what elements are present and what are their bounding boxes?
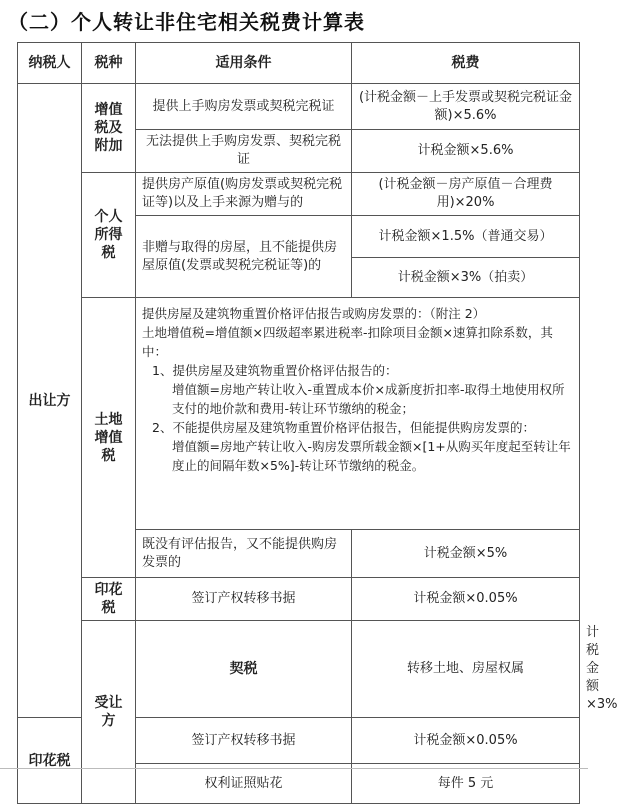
vat-condition-2: 无法提供上手购房发票、契税完税证 <box>136 130 352 173</box>
seller-stamp-name: 印花税 <box>82 578 136 621</box>
income-condition-1: 提供房产原值(购房发票或契税完税证等)以及上手来源为赠与的 <box>136 173 352 216</box>
land-note-line: 增值额=房地产转让收入-购房发票所载金额×[1+从购买年度起至转让年度止的间隔年数×5%]-转让环节缴纳的税金。 <box>172 439 571 473</box>
table-row <box>18 84 580 130</box>
land-note-line: 增值额=房地产转让收入-重置成本价×成新度折扣率-取得土地使用权所支付的地价款和费用-转让环节缴纳的税金； <box>172 382 565 416</box>
buyer-stamp-name: 印花税 <box>18 718 82 804</box>
land-note-line: 土地增值税=增值额×四级超率累进税率-扣除项目金额×速算扣除系数，其中： <box>142 325 553 359</box>
buyer-stamp-fee-1: 计税金额×0.05% <box>352 718 580 764</box>
income-condition-2: 非赠与取得的房屋，且不能提供房屋原值(发票或契税完税证等)的 <box>136 216 352 298</box>
table-row <box>18 173 580 216</box>
deed-name: 契税 <box>136 621 352 718</box>
table-row <box>18 578 580 621</box>
header-condition: 适用条件 <box>136 43 352 84</box>
seller-stamp-fee: 计税金额×0.05% <box>352 578 580 621</box>
vat-name: 增值税及附加 <box>82 84 136 173</box>
seller-label: 出让方 <box>18 84 82 718</box>
income-fee-2a: 计税金额×1.5%（普通交易） <box>352 216 580 258</box>
buyer-label: 受让方 <box>82 621 136 804</box>
deed-condition: 转移土地、房屋权属 <box>352 621 580 718</box>
header-tax-type: 税种 <box>82 43 136 84</box>
tax-table <box>17 42 618 804</box>
table-row: 受让方 契税 转移土地、房屋权属 计税金额×3% <box>18 621 580 718</box>
buyer-stamp-condition-2: 权利证照贴花 <box>136 764 352 804</box>
land-note <box>136 298 580 530</box>
land-fee-2: 计税金额×5% <box>352 530 580 578</box>
seller-stamp-condition: 签订产权转移书据 <box>136 578 352 621</box>
vat-fee-1: (计税金额－上手发票或契税完税证金额)×5.6% <box>352 84 580 130</box>
vat-fee-2: 计税金额×5.6% <box>352 130 580 173</box>
header-taxpayer: 纳税人 <box>18 43 82 84</box>
buyer-stamp-fee-2: 每件 5 元 <box>352 764 580 804</box>
divider <box>0 768 588 769</box>
vat-condition-1: 提供上手购房发票或契税完税证 <box>136 84 352 130</box>
page-title: （二）个人转让非住宅相关税费计算表 <box>8 10 365 34</box>
income-name: 个人所得税 <box>82 173 136 298</box>
land-note-line: 提供房屋及建筑物重置价格评估报告或购房发票的：（附注 2） <box>142 306 486 321</box>
land-note-line: 2、不能提供房屋及建筑物重置价格评估报告，但能提供购房发票的： <box>152 420 535 435</box>
buyer-stamp-condition-1: 签订产权转移书据 <box>136 718 352 764</box>
header-fee: 税费 <box>352 43 580 84</box>
land-condition-2: 既没有评估报告，又不能提供购房发票的 <box>136 530 352 578</box>
land-note-line: 1、提供房屋及建筑物重置价格评估报告的： <box>152 363 398 378</box>
header-row <box>18 43 580 84</box>
table-row <box>18 298 580 530</box>
land-name: 土地增值税 <box>82 298 136 578</box>
income-fee-1: (计税金额－房产原值－合理费用)×20% <box>352 173 580 216</box>
income-fee-2b: 计税金额×3%（拍卖） <box>352 258 580 298</box>
